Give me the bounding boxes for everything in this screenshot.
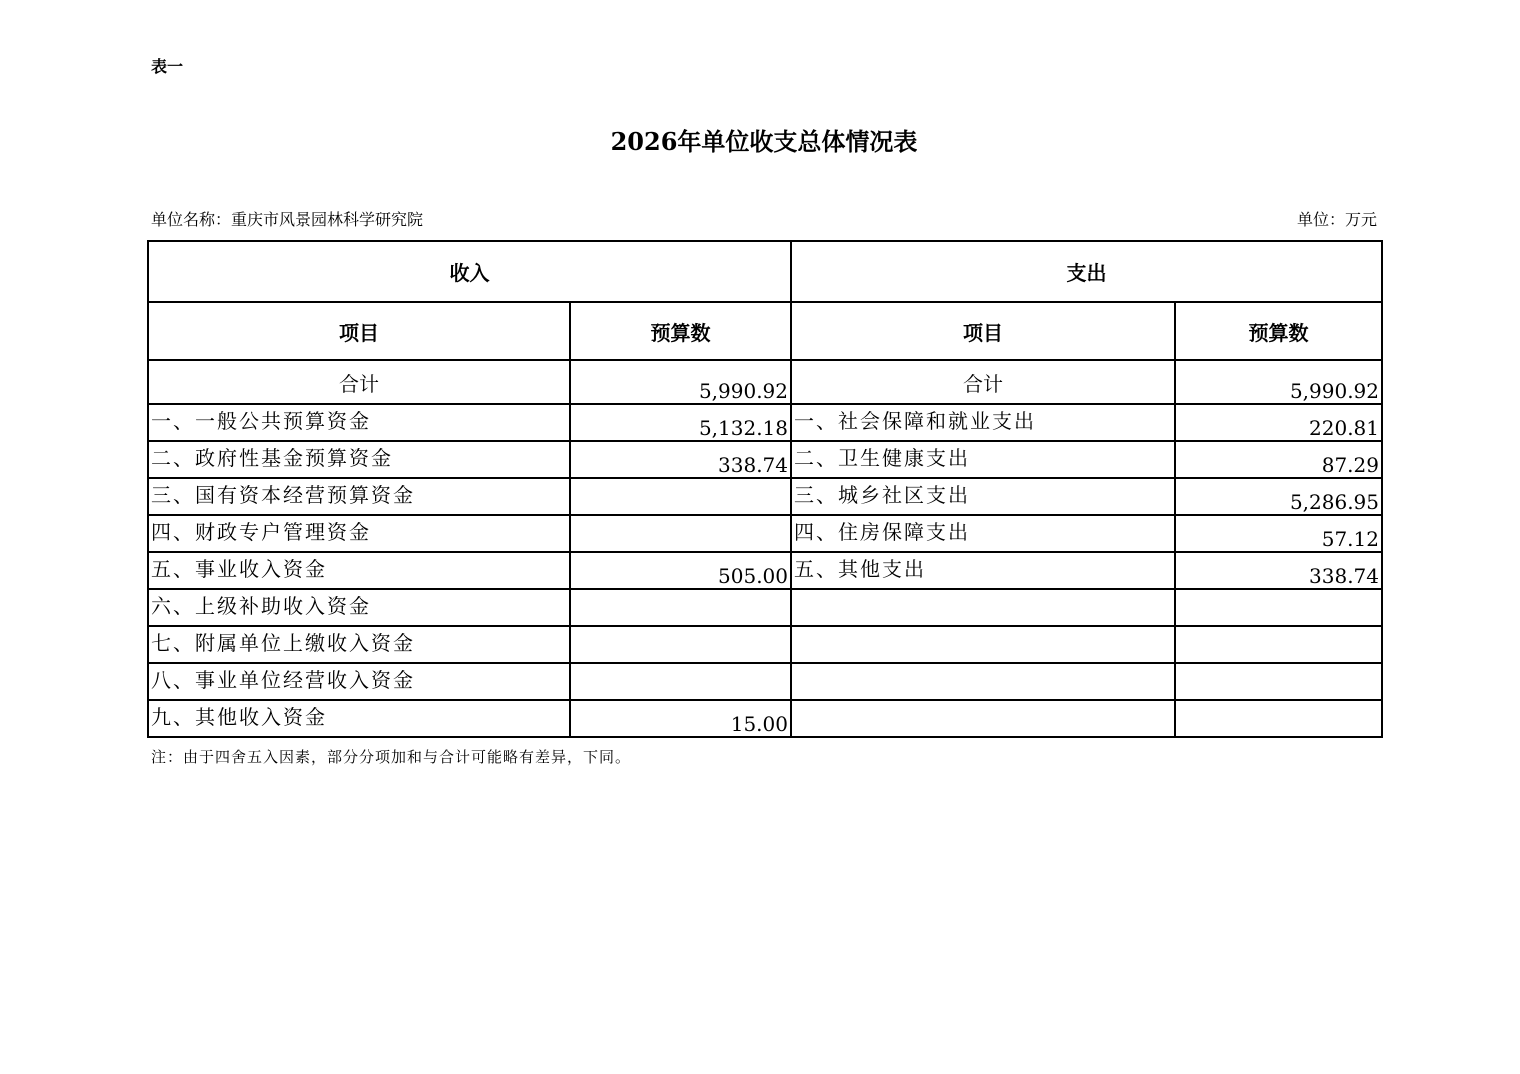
- page-label: 表一: [151, 57, 184, 76]
- income-value: [570, 589, 791, 626]
- unit-name: 单位名称：重庆市风景园林科学研究院: [151, 210, 424, 229]
- income-item: 四、财政专户管理资金: [148, 515, 570, 552]
- expense-col-item-header: 项目: [791, 302, 1175, 360]
- table-row: [148, 626, 1382, 663]
- income-value: [570, 478, 791, 515]
- income-value: [570, 626, 791, 663]
- expense-item: 四、住房保障支出: [791, 515, 1175, 552]
- income-total-value: 5,990.92: [570, 360, 791, 404]
- expense-value: 5,286.95: [1175, 478, 1382, 515]
- total-row: [148, 360, 1382, 404]
- expense-value: 57.12: [1175, 515, 1382, 552]
- expense-item: [791, 626, 1175, 663]
- income-item: 二、政府性基金预算资金: [148, 441, 570, 478]
- income-header: 收入: [148, 241, 791, 302]
- table-row: [148, 589, 1382, 626]
- budget-table: [147, 240, 1383, 738]
- expense-value: 87.29: [1175, 441, 1382, 478]
- section-header-row: [148, 241, 1382, 302]
- table-row: [148, 663, 1382, 700]
- income-value: 505.00: [570, 552, 791, 589]
- income-value: 5,132.18: [570, 404, 791, 441]
- income-total-label: 合计: [148, 360, 570, 404]
- table-row: [148, 478, 1382, 515]
- expense-value: [1175, 700, 1382, 737]
- unit-label: 单位：万元: [1296, 210, 1377, 229]
- page-title: 2026年单位收支总体情况表: [610, 127, 918, 156]
- income-value: 338.74: [570, 441, 791, 478]
- expense-item: [791, 663, 1175, 700]
- income-item: 九、其他收入资金: [148, 700, 570, 737]
- income-col-budget-header: 预算数: [570, 302, 791, 360]
- expense-value: [1175, 663, 1382, 700]
- expense-total-value: 5,990.92: [1175, 360, 1382, 404]
- expense-item: 一、社会保障和就业支出: [791, 404, 1175, 441]
- expense-value: [1175, 589, 1382, 626]
- footnote: 注：由于四舍五入因素，部分分项加和与合计可能略有差异，下同。: [151, 748, 632, 766]
- income-item: 三、国有资本经营预算资金: [148, 478, 570, 515]
- table-row: [148, 441, 1382, 478]
- expense-total-label: 合计: [791, 360, 1175, 404]
- table-row: [148, 515, 1382, 552]
- income-item: 六、上级补助收入资金: [148, 589, 570, 626]
- table-row: [148, 404, 1382, 441]
- income-item: 八、事业单位经营收入资金: [148, 663, 570, 700]
- income-col-item-header: 项目: [148, 302, 570, 360]
- income-value: [570, 663, 791, 700]
- expense-item: 五、其他支出: [791, 552, 1175, 589]
- income-item: 一、一般公共预算资金: [148, 404, 570, 441]
- income-value: [570, 515, 791, 552]
- expense-col-budget-header: 预算数: [1175, 302, 1382, 360]
- income-value: 15.00: [570, 700, 791, 737]
- data-rows: [148, 404, 1382, 737]
- table-row: [148, 700, 1382, 737]
- expense-value: [1175, 626, 1382, 663]
- expense-item: 三、城乡社区支出: [791, 478, 1175, 515]
- column-header-row: [148, 302, 1382, 360]
- expense-header: 支出: [791, 241, 1382, 302]
- expense-item: [791, 589, 1175, 626]
- expense-item: 二、卫生健康支出: [791, 441, 1175, 478]
- income-item: 五、事业收入资金: [148, 552, 570, 589]
- expense-item: [791, 700, 1175, 737]
- table-row: [148, 552, 1382, 589]
- expense-value: 220.81: [1175, 404, 1382, 441]
- expense-value: 338.74: [1175, 552, 1382, 589]
- income-item: 七、附属单位上缴收入资金: [148, 626, 570, 663]
